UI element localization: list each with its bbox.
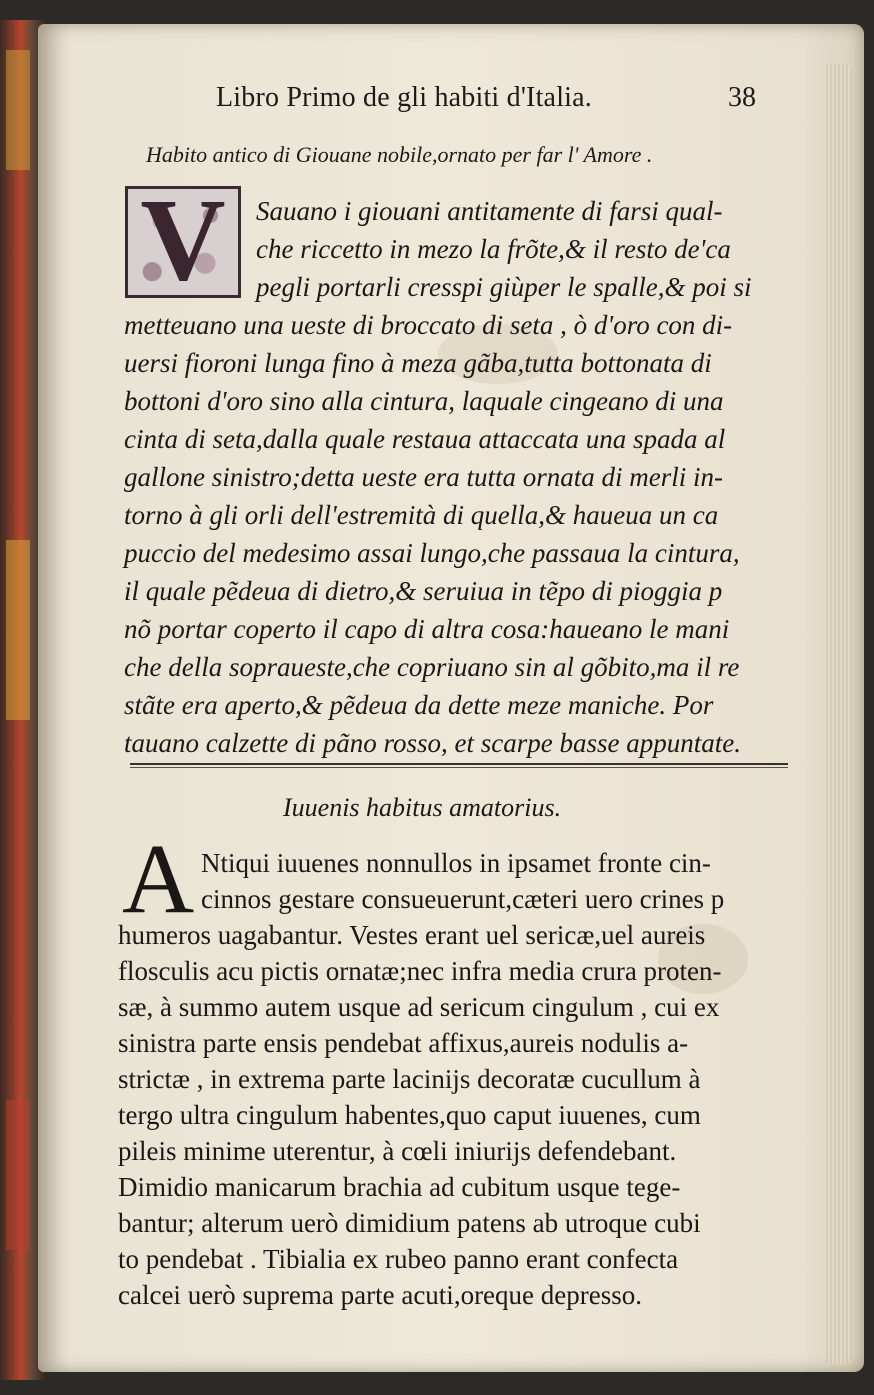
italian-text-line: cinta di seta,dalla quale restaua attaccata una spada al (124, 424, 726, 454)
drop-cap: A (122, 823, 195, 934)
italian-text-line: stãte era aperto,& pẽdeua da dette meze maniche. Por (124, 690, 714, 720)
italian-text-line: nõ portar coperto il capo di altra cosa:haueano le mani (124, 614, 730, 644)
page-number: 38 (728, 82, 756, 113)
italian-text-line: che della sopraueste,che copriuano sin al gõbito,ma il re (124, 652, 740, 682)
latin-text-line: humeros uagabantur. Vestes erant uel sericæ,uel aureis (118, 920, 706, 950)
decorative-border-fragment (6, 50, 30, 170)
decorative-border-fragment (6, 540, 30, 720)
decorated-initial (125, 186, 241, 298)
italian-text-line: uersi fioroni lunga fino à meza gãba,tutta bottonata di (124, 348, 712, 378)
italian-text-line: bottoni d'oro sino alla cintura, laquale cingeano di una (124, 386, 724, 416)
latin-text-line: strictæ , in extrema parte lacinijs decoratæ cucullum à (118, 1064, 701, 1094)
latin-text-line: pileis minime uterentur, à cœli iniurijs defendebant. (118, 1136, 677, 1166)
latin-text-line: Ntiqui iuuenes nonnullos in ipsamet fronte cin- (201, 848, 711, 878)
italian-text-line: gallone sinistro;detta ueste era tutta ornata di merli in- (124, 462, 723, 492)
italian-text-line: torno à gli orli dell'estremità di quella,& haueua un ca (124, 500, 719, 530)
italian-text-line: puccio del medesimo assai lungo,che passaua la cintura, (124, 538, 740, 568)
italian-text-line: che riccetto in mezo la frõte,& il resto de'ca (256, 234, 731, 264)
italian-section-heading: Habito antico di Giouane nobile,ornato per far l' Amore . (146, 142, 653, 167)
latin-text-line: flosculis acu pictis ornatæ;nec infra media crura proten- (118, 956, 722, 986)
latin-text-line: Dimidio manicarum brachia ad cubitum usque tege- (118, 1172, 681, 1202)
latin-text-line: tergo ultra cingulum habentes,quo caput iuuenes, cum (118, 1100, 701, 1130)
decorative-border-fragment (6, 1100, 30, 1250)
running-title: Libro Primo de gli habiti d'Italia. (216, 82, 592, 113)
italian-text-line: tauano calzette di pãno rosso, et scarpe basse appuntate. (124, 728, 741, 758)
italian-text-line: metteuano una ueste di broccato di seta , ò d'oro con di- (124, 310, 733, 340)
latin-text-line: bantur; alterum uerò dimidium patens ab utroque cubi (118, 1208, 701, 1238)
latin-section-heading: Iuuenis habitus amatorius. (283, 793, 562, 822)
italian-text-line: pegli portarli cresspi giùper le spalle,& poi si (256, 272, 752, 302)
italian-text-line: il quale pẽdeua di dietro,& seruiua in tẽpo di pioggia p (124, 576, 723, 606)
page-stack-edge (826, 64, 852, 1364)
latin-text-line: cinnos gestare consueuerunt,cæteri uero crines p (201, 884, 725, 914)
section-divider (130, 767, 788, 768)
section-divider (130, 763, 788, 765)
italian-text-line: Sauano i giouani antitamente di farsi qual- (256, 196, 723, 226)
latin-text-line: sinistra parte ensis pendebat affixus,aureis nodulis a- (118, 1028, 689, 1058)
latin-text-line: sæ, à summo autem usque ad sericum cingulum , cui ex (118, 992, 720, 1022)
decorated-initial-letter: V (140, 186, 226, 298)
latin-text-line: to pendebat . Tibialia ex rubeo panno erant confecta (118, 1244, 679, 1274)
latin-text-line: calcei uerò suprema parte acuti,oreque depresso. (118, 1280, 642, 1310)
